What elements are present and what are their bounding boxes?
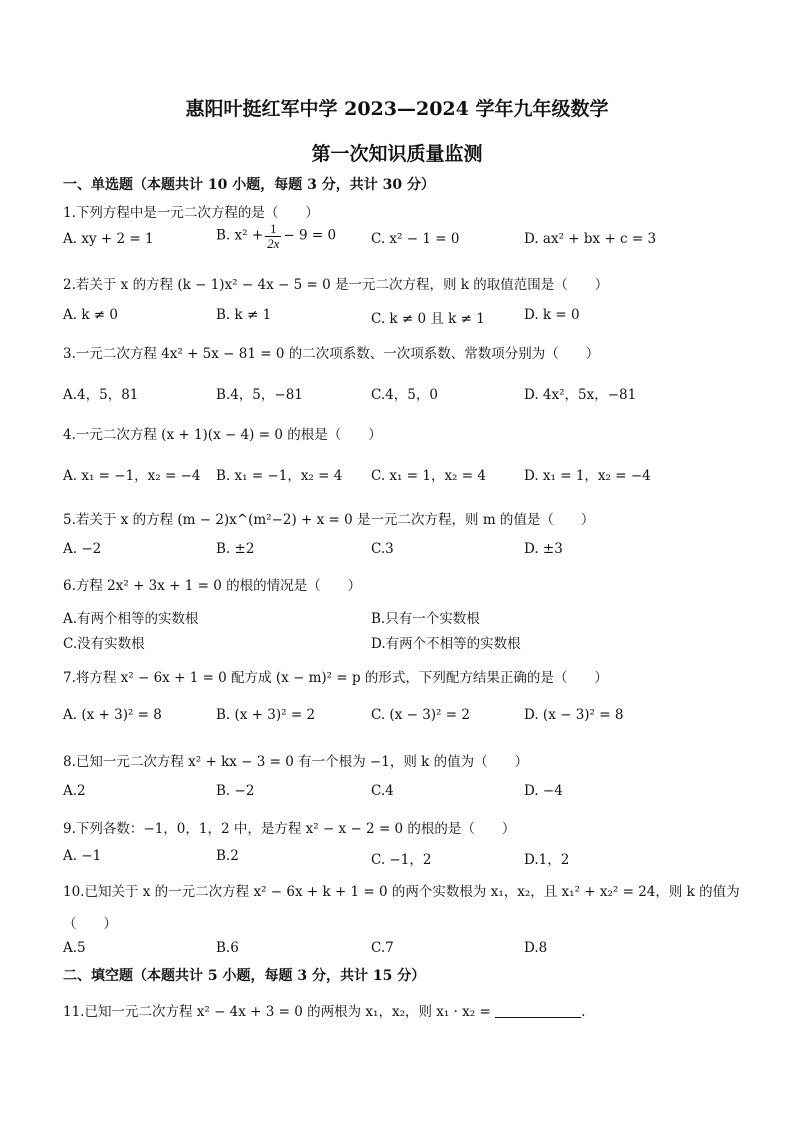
q9-option-c: C. −1，2 <box>371 852 432 868</box>
q3-option-c: C.4，5，0 <box>371 387 438 403</box>
q1-option-a: A. xy + 2 = 1 <box>63 231 154 247</box>
q1-option-b-suffix: − 9 = 0 <box>283 227 337 244</box>
q2-option-c: C. k ≠ 0 且 k ≠ 1 <box>371 311 485 327</box>
question-5-stem: 5.若关于 x 的方程 (m − 2)x^(m²−2) + x = 0 是一元二次方程，则 m 的值是（ ） <box>63 512 595 528</box>
q7-option-d: D. (x − 3)² = 8 <box>524 707 624 723</box>
q1-fraction-denominator: 2x <box>267 235 280 251</box>
q6-option-b: B.只有一个实数根 <box>371 611 480 627</box>
question-11 <box>63 1000 585 1020</box>
q6-option-c: C.没有实数根 <box>63 636 145 652</box>
q9-option-d: D.1，2 <box>524 852 570 868</box>
q7-option-b: B. (x + 3)² = 2 <box>216 707 316 723</box>
q4-option-b: B. x₁ = −1，x₂ = 4 <box>216 468 343 484</box>
q5-option-a: A. −2 <box>63 541 102 557</box>
q9-option-b: B.2 <box>216 848 239 864</box>
q6-option-d: D.有两个不相等的实数根 <box>371 636 521 652</box>
question-6-stem: 6.方程 2x² + 3x + 1 = 0 的根的情况是（ ） <box>63 578 362 594</box>
question-1-stem: 1.下列方程中是一元二次方程的是（ ） <box>63 205 319 221</box>
q10-option-a: A.5 <box>63 940 86 956</box>
q11-period: . <box>581 1004 586 1020</box>
q2-option-b: B. k ≠ 1 <box>216 307 272 323</box>
q9-option-a: A. −1 <box>63 848 102 864</box>
q1-option-d: D. ax² + bx + c = 3 <box>524 231 657 247</box>
q1-fraction-numerator: 1 <box>265 222 281 237</box>
q8-option-c: C.4 <box>371 783 394 799</box>
q4-option-a: A. x₁ = −1，x₂ = −4 <box>63 468 201 484</box>
q1-option-c: C. x² − 1 = 0 <box>371 231 460 247</box>
question-11-stem: 11.已知一元二次方程 x² − 4x + 3 = 0 的两根为 x₁，x₂，则 x₁ · x₂ = <box>63 1004 491 1020</box>
q5-option-c: C.3 <box>371 541 394 557</box>
page-subtitle: 第一次知识质量监测 <box>311 143 483 165</box>
section-heading-single-choice: 一、单选题（本题共计 10 小题，每题 3 分，共计 30 分） <box>63 177 435 193</box>
q1-option-b-prefix: B. x² + <box>216 227 264 244</box>
q7-option-a: A. (x + 3)² = 8 <box>63 707 162 723</box>
question-4-stem: 4.一元二次方程 (x + 1)(x − 4) = 0 的根是（ ） <box>63 427 382 443</box>
question-8-stem: 8.已知一元二次方程 x² + kx − 3 = 0 有一个根为 −1，则 k 的值为（ ） <box>63 754 529 770</box>
q1-option-b-fraction <box>265 222 281 250</box>
q4-option-d: D. x₁ = 1，x₂ = −4 <box>524 468 651 484</box>
section-heading-fill-in: 二、填空题（本题共计 5 小题，每题 3 分，共计 15 分） <box>63 968 426 984</box>
question-2-stem: 2.若关于 x 的方程 (k − 1)x² − 4x − 5 = 0 是一元二次方程，则 k 的取值范围是（ ） <box>63 277 609 293</box>
q10-option-d: D.8 <box>524 940 548 956</box>
q6-option-a: A.有两个相等的实数根 <box>63 611 199 627</box>
q3-option-d: D. 4x²，5x，−81 <box>524 387 637 403</box>
q4-option-c: C. x₁ = 1，x₂ = 4 <box>371 468 486 484</box>
q10-option-b: B.6 <box>216 940 239 956</box>
q5-option-d: D. ±3 <box>524 541 563 557</box>
q2-option-d: D. k = 0 <box>524 307 580 323</box>
q1-option-b <box>216 222 336 250</box>
q10-option-c: C.7 <box>371 940 394 956</box>
question-10-answer-paren: （ ） <box>63 916 117 932</box>
q5-option-b: B. ±2 <box>216 541 255 557</box>
q8-option-b: B. −2 <box>216 783 255 799</box>
q2-option-a: A. k ≠ 0 <box>63 307 118 323</box>
question-7-stem: 7.将方程 x² − 6x + 1 = 0 配方成 (x − m)² = p 的形式，下列配方结果正确的是（ ） <box>63 670 608 686</box>
q3-option-a: A.4，5，81 <box>63 387 139 403</box>
q8-option-a: A.2 <box>63 783 86 799</box>
q8-option-d: D. −4 <box>524 783 563 799</box>
question-10-stem: 10.已知关于 x 的一元二次方程 x² − 6x + k + 1 = 0 的两个实数根为 x₁，x₂，且 x₁² + x₂² = 24，则 k 的值为 <box>63 884 740 900</box>
page-title: 惠阳叶挺红军中学 2023—2024 学年九年级数学 <box>185 98 609 120</box>
question-9-stem: 9.下列各数：−1，0，1，2 中，是方程 x² − x − 2 = 0 的根的是（ ） <box>63 821 516 837</box>
q7-option-c: C. (x − 3)² = 2 <box>371 707 470 723</box>
q11-answer-blank[interactable] <box>495 1005 581 1018</box>
q3-option-b: B.4，5，−81 <box>216 387 303 403</box>
question-3-stem: 3.一元二次方程 4x² + 5x − 81 = 0 的二次项系数、一次项系数、常数项分别为（ ） <box>63 346 600 362</box>
